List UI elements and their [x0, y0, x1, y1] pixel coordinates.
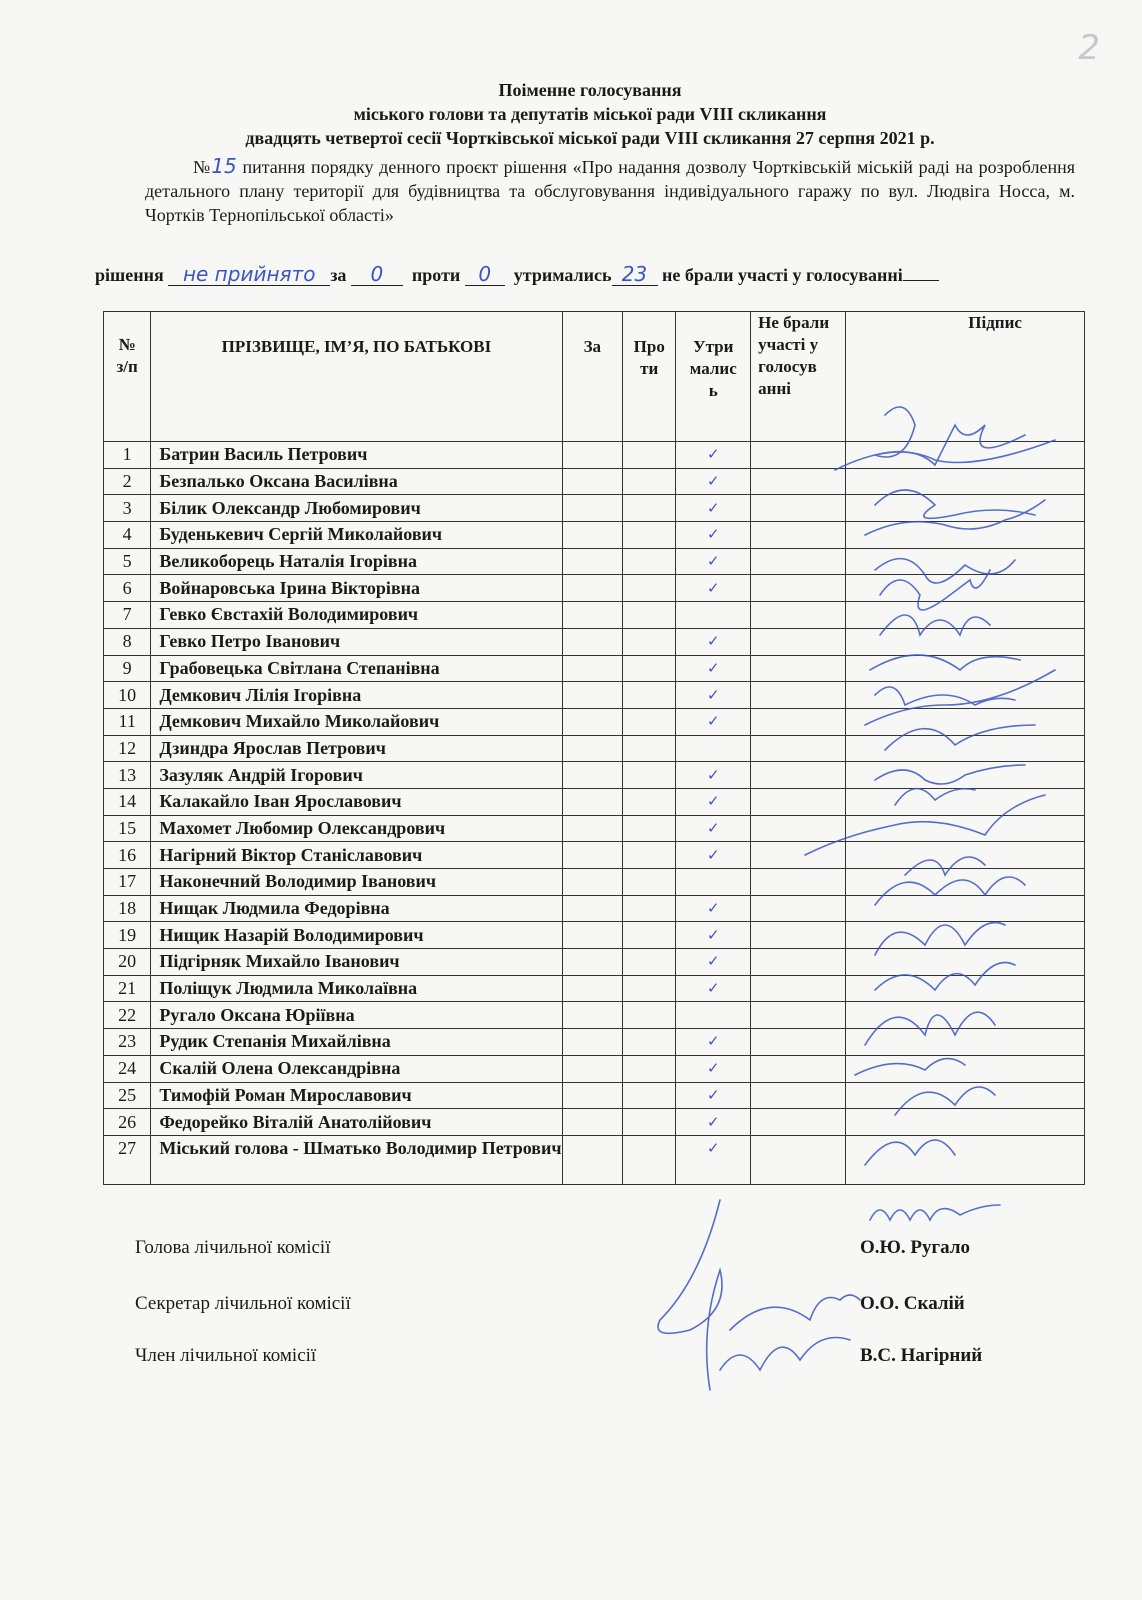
row-number: 23	[104, 1029, 151, 1056]
member-name: Гевко Петро Іванович	[151, 628, 562, 655]
vote-for-cell	[562, 949, 622, 976]
table-row	[104, 1002, 1085, 1029]
vote-for-cell	[562, 495, 622, 522]
vote-for-cell	[562, 682, 622, 709]
signature-cell	[846, 842, 1085, 869]
vote-abstained-cell: ✓	[676, 815, 751, 842]
vote-not-voting-cell	[751, 949, 846, 976]
table-row	[104, 762, 1085, 789]
row-number: 13	[104, 762, 151, 789]
header-title: Поіменне голосування	[498, 80, 682, 100]
vote-for-cell	[562, 922, 622, 949]
signature-cell	[846, 548, 1085, 575]
vote-abstained-cell: ✓	[676, 708, 751, 735]
col-header-against: Про ти	[623, 312, 676, 442]
member-name: Зазуляк Андрій Ігорович	[151, 762, 562, 789]
member-name: Нищак Людмила Федорівна	[151, 895, 562, 922]
agenda-item	[145, 154, 1075, 227]
vote-for-cell	[562, 1055, 622, 1082]
member-name: Войнаровська Ірина Вікторівна	[151, 575, 562, 602]
vote-abstained-cell: ✓	[676, 1082, 751, 1109]
vote-for-cell	[562, 869, 622, 896]
signature-cell	[846, 788, 1085, 815]
vote-abstained-cell	[676, 869, 751, 896]
signature-cell	[846, 522, 1085, 549]
row-number: 1	[104, 442, 151, 469]
vote-abstained-cell: ✓	[676, 762, 751, 789]
chair-name: О.Ю. Ругало	[860, 1237, 970, 1258]
against-count: 0	[465, 263, 505, 286]
member-name: Гевко Євстахій Володимирович	[151, 602, 562, 629]
col-header-abstained: Утри малис ь	[676, 312, 751, 442]
chair-role: Голова лічильної комісії	[135, 1237, 331, 1258]
vote-for-cell	[562, 575, 622, 602]
vote-not-voting-cell	[751, 1002, 846, 1029]
vote-against-cell	[623, 682, 676, 709]
vote-not-voting-cell	[751, 682, 846, 709]
vote-against-cell	[623, 468, 676, 495]
row-number: 8	[104, 628, 151, 655]
member-name: Наконечний Володимир Іванович	[151, 869, 562, 896]
signature-cell	[846, 495, 1085, 522]
vote-not-voting-cell	[751, 442, 846, 469]
row-number: 17	[104, 869, 151, 896]
vote-for-cell	[562, 655, 622, 682]
vote-abstained-cell: ✓	[676, 1135, 751, 1184]
member-name: Скалій Олена Олександрівна	[151, 1055, 562, 1082]
signature-cell	[846, 975, 1085, 1002]
vote-for-cell	[562, 522, 622, 549]
vote-against-cell	[623, 895, 676, 922]
signature-cell	[846, 1055, 1085, 1082]
vote-abstained-cell: ✓	[676, 522, 751, 549]
page-number-mark: 2	[1078, 28, 1100, 68]
vote-against-cell	[623, 655, 676, 682]
row-number: 27	[104, 1135, 151, 1184]
vote-not-voting-cell	[751, 869, 846, 896]
voting-table	[103, 311, 1085, 1185]
col-header-name: ПРІЗВИЩЕ, ІМ’Я, ПО БАТЬКОВІ	[151, 312, 562, 442]
vote-against-cell	[623, 1135, 676, 1184]
vote-against-cell	[623, 442, 676, 469]
vote-against-cell	[623, 922, 676, 949]
decision-label: рішення	[95, 265, 164, 285]
vote-not-voting-cell	[751, 602, 846, 629]
vote-not-voting-cell	[751, 1109, 846, 1136]
member-name: Безпалько Оксана Василівна	[151, 468, 562, 495]
table-row	[104, 682, 1085, 709]
signature-cell	[846, 468, 1085, 495]
signature-cell	[846, 815, 1085, 842]
abstained-label: утримались	[513, 265, 612, 285]
vote-not-voting-cell	[751, 468, 846, 495]
vote-abstained-cell: ✓	[676, 442, 751, 469]
table-row	[104, 788, 1085, 815]
vote-not-voting-cell	[751, 842, 846, 869]
row-number: 3	[104, 495, 151, 522]
row-number: 25	[104, 1082, 151, 1109]
table-row	[104, 1029, 1085, 1056]
signature-cell	[846, 1135, 1085, 1184]
signature-cell	[846, 575, 1085, 602]
table-row	[104, 495, 1085, 522]
vote-abstained-cell: ✓	[676, 548, 751, 575]
member-name: Демкович Лілія Ігорівна	[151, 682, 562, 709]
vote-against-cell	[623, 708, 676, 735]
abstained-count: 23	[612, 263, 658, 286]
vote-for-cell	[562, 762, 622, 789]
header-subtitle: міського голови та депутатів міської ради VIII скликання	[353, 104, 827, 124]
col-header-signature: Підпис	[846, 312, 1085, 442]
table-row	[104, 548, 1085, 575]
vote-abstained-cell	[676, 735, 751, 762]
col-header-not-voting: Не брали участі у голосув анні	[751, 312, 846, 442]
vote-against-cell	[623, 548, 676, 575]
row-number: 11	[104, 708, 151, 735]
row-number: 7	[104, 602, 151, 629]
signature-cell	[846, 442, 1085, 469]
vote-abstained-cell: ✓	[676, 468, 751, 495]
row-number: 9	[104, 655, 151, 682]
vote-against-cell	[623, 788, 676, 815]
vote-against-cell	[623, 842, 676, 869]
vote-for-cell	[562, 628, 622, 655]
vote-for-cell	[562, 815, 622, 842]
vote-for-cell	[562, 602, 622, 629]
signature-cell	[846, 949, 1085, 976]
signature-cell	[846, 869, 1085, 896]
vote-not-voting-cell	[751, 495, 846, 522]
vote-not-voting-cell	[751, 548, 846, 575]
vote-abstained-cell: ✓	[676, 1029, 751, 1056]
vote-not-voting-cell	[751, 1082, 846, 1109]
vote-abstained-cell: ✓	[676, 495, 751, 522]
vote-against-cell	[623, 735, 676, 762]
vote-against-cell	[623, 815, 676, 842]
vote-for-cell	[562, 442, 622, 469]
row-number: 18	[104, 895, 151, 922]
vote-not-voting-cell	[751, 762, 846, 789]
vote-against-cell	[623, 1055, 676, 1082]
member-name: Грабовецька Світлана Степанівна	[151, 655, 562, 682]
vote-against-cell	[623, 949, 676, 976]
member-name: Батрин Василь Петрович	[151, 442, 562, 469]
row-number: 4	[104, 522, 151, 549]
col-header-for: За	[562, 312, 622, 442]
table-row	[104, 735, 1085, 762]
vote-against-cell	[623, 522, 676, 549]
table-row	[104, 869, 1085, 896]
vote-for-cell	[562, 788, 622, 815]
table-row	[104, 655, 1085, 682]
vote-not-voting-cell	[751, 1029, 846, 1056]
member-name: В.С. Нагірний	[860, 1345, 983, 1366]
against-label: проти	[411, 265, 461, 285]
row-number: 24	[104, 1055, 151, 1082]
vote-for-cell	[562, 548, 622, 575]
secretary-role: Секретар лічильної комісії	[135, 1293, 351, 1314]
signature-cell	[846, 762, 1085, 789]
member-name: Нищик Назарій Володимирович	[151, 922, 562, 949]
vote-against-cell	[623, 495, 676, 522]
vote-for-cell	[562, 975, 622, 1002]
secretary-name: О.О. Скалій	[860, 1293, 965, 1314]
vote-abstained-cell: ✓	[676, 922, 751, 949]
vote-for-cell	[562, 895, 622, 922]
agenda-number-prefix: №	[193, 157, 212, 177]
vote-abstained-cell: ✓	[676, 1055, 751, 1082]
table-row	[104, 575, 1085, 602]
vote-abstained-cell: ✓	[676, 628, 751, 655]
signature-cell	[846, 602, 1085, 629]
table-row	[104, 1082, 1085, 1109]
not-voting-label: не брали участі у голосуванні	[662, 265, 903, 285]
member-name: Федорейко Віталій Анатолійович	[151, 1109, 562, 1136]
table-row	[104, 602, 1085, 629]
vote-not-voting-cell	[751, 1055, 846, 1082]
member-role: Член лічильної комісії	[135, 1345, 317, 1366]
table-row	[104, 1109, 1085, 1136]
vote-not-voting-cell	[751, 708, 846, 735]
member-name: Великоборець Наталія Ігорівна	[151, 548, 562, 575]
row-number: 16	[104, 842, 151, 869]
member-name: Білик Олександр Любомирович	[151, 495, 562, 522]
row-number: 15	[104, 815, 151, 842]
vote-against-cell	[623, 575, 676, 602]
row-number: 14	[104, 788, 151, 815]
vote-not-voting-cell	[751, 788, 846, 815]
member-name: Нагірний Віктор Станіславович	[151, 842, 562, 869]
signature-cell	[846, 1082, 1085, 1109]
agenda-number-handwritten: 15	[211, 154, 237, 178]
vote-abstained-cell: ✓	[676, 895, 751, 922]
vote-against-cell	[623, 869, 676, 896]
table-row	[104, 708, 1085, 735]
vote-for-cell	[562, 1029, 622, 1056]
vote-for-cell	[562, 468, 622, 495]
vote-abstained-cell: ✓	[676, 575, 751, 602]
table-row	[104, 895, 1085, 922]
vote-abstained-cell: ✓	[676, 975, 751, 1002]
signature-cell	[846, 1002, 1085, 1029]
signature-cell	[846, 655, 1085, 682]
for-label: за	[330, 265, 347, 285]
row-number: 6	[104, 575, 151, 602]
vote-for-cell	[562, 708, 622, 735]
table-row	[104, 522, 1085, 549]
vote-for-cell	[562, 735, 622, 762]
vote-for-cell	[562, 1082, 622, 1109]
vote-abstained-cell	[676, 602, 751, 629]
vote-not-voting-cell	[751, 522, 846, 549]
vote-not-voting-cell	[751, 975, 846, 1002]
member-name: Буденькевич Сергій Миколайович	[151, 522, 562, 549]
signature-cell	[846, 628, 1085, 655]
decision-line	[95, 263, 1095, 286]
vote-against-cell	[623, 1029, 676, 1056]
signature-cell	[846, 708, 1085, 735]
vote-abstained-cell: ✓	[676, 788, 751, 815]
vote-for-cell	[562, 1135, 622, 1184]
table-row	[104, 468, 1085, 495]
vote-against-cell	[623, 1002, 676, 1029]
document-header	[100, 78, 1080, 150]
signature-cell	[846, 1029, 1085, 1056]
member-name: Махомет Любомир Олександрович	[151, 815, 562, 842]
vote-against-cell	[623, 1109, 676, 1136]
vote-abstained-cell: ✓	[676, 949, 751, 976]
signature-cell	[846, 735, 1085, 762]
decision-value: не прийнято	[168, 263, 330, 286]
table-row	[104, 442, 1085, 469]
vote-against-cell	[623, 602, 676, 629]
signature-cell	[846, 922, 1085, 949]
vote-abstained-cell: ✓	[676, 842, 751, 869]
vote-abstained-cell: ✓	[676, 655, 751, 682]
member-name: Поліщук Людмила Миколаївна	[151, 975, 562, 1002]
row-number: 10	[104, 682, 151, 709]
row-number: 2	[104, 468, 151, 495]
table-row	[104, 949, 1085, 976]
vote-against-cell	[623, 975, 676, 1002]
for-count: 0	[351, 263, 403, 286]
table-row	[104, 922, 1085, 949]
table-row	[104, 975, 1085, 1002]
vote-not-voting-cell	[751, 895, 846, 922]
row-number: 20	[104, 949, 151, 976]
member-name: Рудик Степанія Михайлівна	[151, 1029, 562, 1056]
vote-against-cell	[623, 762, 676, 789]
vote-for-cell	[562, 1002, 622, 1029]
vote-abstained-cell	[676, 1002, 751, 1029]
member-name: Міський голова - Шматько Володимир Петрович	[151, 1135, 562, 1184]
member-name: Дзиндра Ярослав Петрович	[151, 735, 562, 762]
vote-against-cell	[623, 628, 676, 655]
col-header-num: № з/п	[104, 312, 151, 442]
member-name: Підгірняк Михайло Іванович	[151, 949, 562, 976]
vote-abstained-cell: ✓	[676, 1109, 751, 1136]
signature-cell	[846, 1109, 1085, 1136]
signature-cell	[846, 682, 1085, 709]
member-name: Ругало Оксана Юріївна	[151, 1002, 562, 1029]
table-row	[104, 1055, 1085, 1082]
vote-not-voting-cell	[751, 815, 846, 842]
not-voting-count	[903, 280, 939, 281]
vote-for-cell	[562, 1109, 622, 1136]
vote-for-cell	[562, 842, 622, 869]
table-row	[104, 815, 1085, 842]
table-row	[104, 842, 1085, 869]
agenda-text: питання порядку денного проєкт рішення «Про надання дозволу Чортківській міській раді на розроблення детального плану території для будівництва та обслуговування індивідуального гаражу по вул. Людвіга Носса, м. Чортків Тернопільської області»	[145, 157, 1075, 225]
row-number: 22	[104, 1002, 151, 1029]
member-name: Тимофій Роман Мирославович	[151, 1082, 562, 1109]
row-number: 26	[104, 1109, 151, 1136]
row-number: 21	[104, 975, 151, 1002]
row-number: 19	[104, 922, 151, 949]
vote-not-voting-cell	[751, 1135, 846, 1184]
row-number: 12	[104, 735, 151, 762]
table-row	[104, 628, 1085, 655]
vote-not-voting-cell	[751, 575, 846, 602]
header-session: двадцять четвертої сесії Чортківської міської ради VIII скликання 27 серпня 2021 р.	[245, 128, 935, 148]
member-name: Демкович Михайло Миколайович	[151, 708, 562, 735]
member-name: Калакайло Іван Ярославович	[151, 788, 562, 815]
commission-signatures	[640, 1180, 1060, 1430]
vote-abstained-cell: ✓	[676, 682, 751, 709]
vote-not-voting-cell	[751, 655, 846, 682]
vote-not-voting-cell	[751, 628, 846, 655]
signature-cell	[846, 895, 1085, 922]
vote-against-cell	[623, 1082, 676, 1109]
vote-not-voting-cell	[751, 922, 846, 949]
row-number: 5	[104, 548, 151, 575]
table-row	[104, 1135, 1085, 1184]
vote-not-voting-cell	[751, 735, 846, 762]
